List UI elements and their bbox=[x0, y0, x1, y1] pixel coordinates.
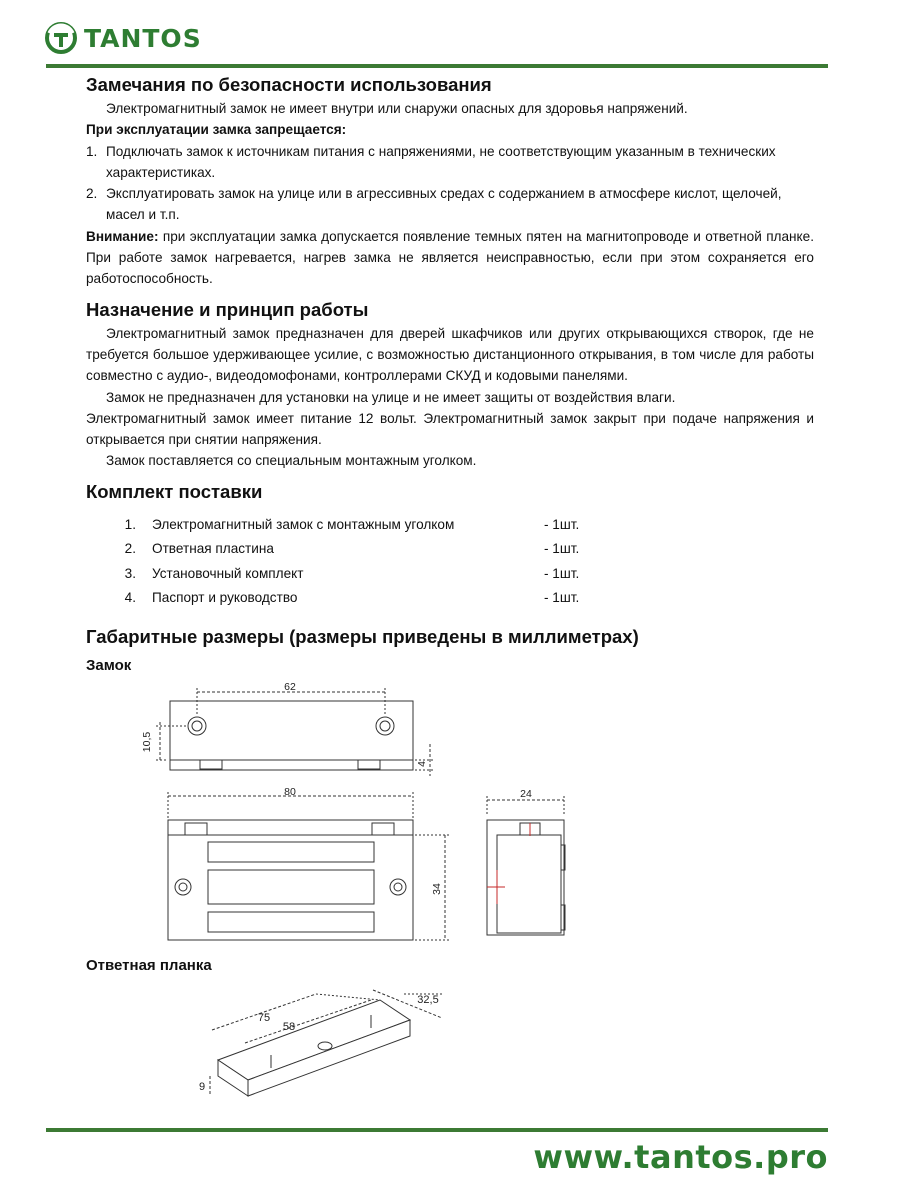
list-item-text: Эксплуатировать замок на улице или в агрессивных средах с содержанием в атмосфере кислот, щелочей, масел и т.п. bbox=[106, 186, 782, 223]
brand-name: TANTOS bbox=[84, 23, 202, 53]
kit-item-name: Установочный комплект bbox=[152, 565, 304, 581]
purpose-paragraph-1: Электромагнитный замок предназначен для дверей шкафчиков или других открывающихся створок, где не требуется большое удерживающее усилие, с возможностью дистанционного открывания, в том числе для работы совместно с аудио-, видеодомофонами, контроллерами СКУД и кодовыми панелями. bbox=[86, 325, 814, 384]
kit-item-name: Ответная пластина bbox=[152, 541, 274, 557]
forbidden-title: При эксплуатации замка запрещается: bbox=[86, 122, 347, 138]
kit-item-number: 3. bbox=[124, 565, 136, 581]
dim-plate-hole-spacing-58: 58 bbox=[282, 1021, 296, 1033]
lock-side-view bbox=[487, 796, 565, 935]
purpose-heading: Назначение и принцип работы bbox=[86, 298, 369, 320]
kit-heading: Комплект поставки bbox=[86, 480, 263, 502]
dim-plate-length-75: 75 bbox=[257, 1012, 271, 1024]
kit-item-qty: - 1шт. bbox=[544, 541, 580, 557]
list-item-text: Подключать замок к источникам питания с напряжениями, не соответствующим указанным в технических характеристиках. bbox=[106, 143, 776, 180]
dim-lock-base-4: 4 bbox=[416, 761, 428, 767]
purpose-paragraph-2b: Электромагнитный замок имеет питание 12 вольт. Электромагнитный замок закрыт при подаче напряжения и открывается при снятии напряжения. bbox=[86, 410, 814, 448]
footer-divider bbox=[46, 1128, 828, 1132]
purpose-paragraph-2a: Замок не предназначен для установки на улице и не имеет защиты от воздействия влаги. bbox=[106, 389, 676, 405]
safety-heading: Замечания по безопасности использования bbox=[86, 74, 492, 95]
kit-item-qty: - 1шт. bbox=[544, 565, 580, 581]
dim-lock-height-34: 34 bbox=[431, 883, 443, 895]
kit-item-name: Электромагнитный замок с монтажным уголком bbox=[152, 516, 455, 532]
attention-text: при эксплуатации замка допускается появление темных пятен на магнитопроводе и ответной планке. При работе замок нагревается, нагрев замка не является неисправностью, если при этом сохраняется его работоспособность. bbox=[86, 228, 814, 287]
kit-item-name: Паспорт и руководство bbox=[152, 590, 298, 606]
dim-plate-width-32-5: 32,5 bbox=[417, 994, 439, 1006]
footer-url: www.tantos.pro bbox=[533, 1138, 828, 1176]
kit-item-number: 1. bbox=[124, 516, 136, 532]
kit-item-qty: - 1шт. bbox=[544, 516, 580, 532]
list-item-number: 2. bbox=[86, 186, 98, 202]
dim-plate-thickness-9: 9 bbox=[198, 1081, 206, 1093]
plate-label: Ответная планка bbox=[86, 957, 212, 974]
dim-lock-depth-24: 24 bbox=[520, 788, 532, 800]
attention-label: Внимание: bbox=[86, 228, 159, 244]
dim-lock-height-10-5: 10,5 bbox=[141, 731, 153, 753]
dim-lock-width-62: 62 bbox=[284, 681, 296, 693]
list-item-number: 1. bbox=[86, 143, 98, 159]
lock-top-view bbox=[156, 688, 434, 776]
safety-intro: Электромагнитный замок не имеет внутри или снаружи опасных для здоровья напряжений. bbox=[106, 101, 688, 116]
kit-item-number: 2. bbox=[124, 541, 136, 557]
kit-item-qty: - 1шт. bbox=[544, 590, 580, 606]
lock-front-view bbox=[168, 792, 450, 940]
dim-lock-length-80: 80 bbox=[284, 786, 296, 798]
dims-heading: Габаритные размеры (размеры приведены в миллиметрах) bbox=[86, 625, 639, 647]
kit-item-number: 4. bbox=[124, 590, 136, 606]
purpose-paragraph-3: Замок поставляется со специальным монтажным уголком. bbox=[106, 453, 477, 469]
strike-plate-drawing bbox=[210, 990, 442, 1096]
lock-label: Замок bbox=[86, 656, 132, 674]
